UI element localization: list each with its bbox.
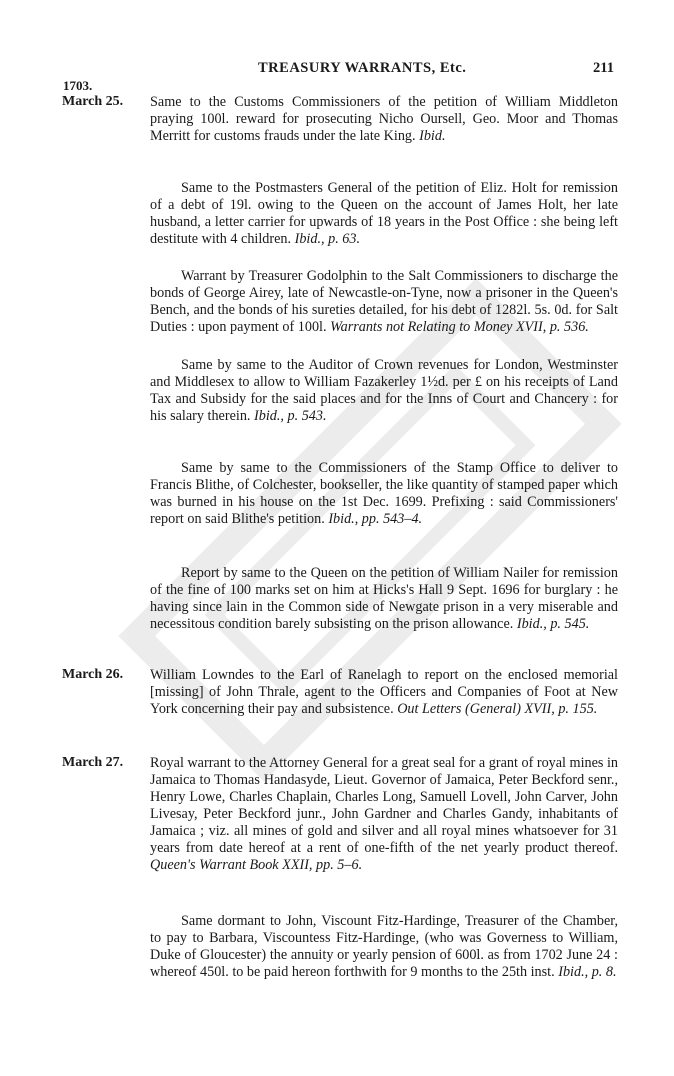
entry-text: Same dormant to John, Viscount Fitz-Hardinge, Treasurer of the Chamber, to pay to Barbara, Viscountess Fitz-Hardinge, (who was Governess to William, Duke of Gloucester) the annuity or yearly pension of 600l. as from 1702 June 24 : whereof 450l. to be paid hereon forthwith for 9 months to the 25th inst. Ibid., p. 8. — [150, 913, 618, 980]
entry-reference: Ibid., p. 545. — [516, 616, 590, 632]
page-number: 211 — [593, 60, 614, 76]
entry-text: Same to the Customs Commissioners of the petition of William Middleton praying 100l. reward for prosecuting Nicho Oursell, Geo. Moor and Thomas Merritt for customs frauds under the late King. Ibid. — [150, 94, 618, 144]
entry-reference: Ibid., p. 8. — [558, 964, 617, 980]
entry-reference: Queen's Warrant Book XXII, pp. 5–6. — [150, 857, 363, 873]
running-head — [0, 60, 674, 84]
entry-text: Same by same to the Auditor of Crown revenues for London, Westminster and Middlesex to allow to William Fazakerley 1½d. per £ on his receipts of Land Tax and Subsidy for the said places and for the Inns of Court and Chancery : for his salary therein. Ibid., p. 543. — [150, 357, 618, 424]
entry-reference: Ibid., p. 63. — [294, 231, 361, 247]
entry-text: Same by same to the Commissioners of the Stamp Office to deliver to Francis Blithe, of Colchester, bookseller, the like quantity of stamped paper which was burned in his house on the 1st Dec. 1699. Prefixing : said Commissioners' report on said Blithe's petition. Ibid., pp. 543–4. — [150, 460, 618, 527]
entry-text: Same to the Postmasters General of the petition of Eliz. Holt for remission of a debt of 19l. owing to the Queen on the account of James Holt, her late husband, a letter carrier for upwards of 18 years in the Post Office : she being left destitute with 4 children. Ibid., p. 63. — [150, 180, 618, 247]
entry-reference: Ibid., pp. 543–4. — [328, 511, 423, 527]
entry-date: March 26. — [62, 667, 124, 682]
running-title: TREASURY WARRANTS, Etc. — [258, 60, 467, 76]
entry-date: March 25. — [62, 94, 124, 109]
entry-reference: Ibid., p. 543. — [254, 408, 327, 424]
entry-reference: Warrants not Relating to Money XVII, p. 536. — [330, 319, 589, 335]
entry-reference: Ibid. — [419, 128, 446, 144]
entry-text: Royal warrant to the Attorney General for a great seal for a grant of royal mines in Jamaica to Thomas Handasyde, Lieut. Governor of Jamaica, Peter Beckford senr., Henry Lowe, Charles Chaplain, Charles Long, Samuell Lovell, John Carver, John Livesay, Peter Beckford junr., John Gardner and Charles Gandy, inhabitants of Jamaica ; viz. all mines of gold and silver and all royal mines whatsoever for 31 years from date hereof at a rent of one-fifth of the net yearly product thereof. Queen's Warrant Book XXII, pp. 5–6. — [150, 755, 619, 873]
entry-reference: Out Letters (General) XVII, p. 155. — [397, 701, 598, 717]
entry-text: Report by same to the Queen on the petition of William Nailer for remission of the fine of 100 marks set on him at Hicks's Hall 9 Sept. 1696 for burglary : he having since lain in the Common side of Newgate prison in a very miserable and necessitous condition barely subsisting on the prison allowance. Ibid., p. 545. — [150, 565, 618, 632]
entry-date: March 27. — [62, 755, 124, 770]
year-marginal: 1703. — [63, 78, 93, 93]
entry-text: Warrant by Treasurer Godolphin to the Salt Commissioners to discharge the bonds of George Airey, late of Newcastle-on-Tyne, now a prisoner in the Queen's Bench, and the bonds of his sureties detailed, for his debt of 1282l. 5s. 0d. for Salt Duties : upon payment of 100l. Warrants not Relating to Money XVII, p. 536. — [150, 268, 618, 335]
entry-text: William Lowndes to the Earl of Ranelagh to report on the enclosed memorial [missing] of John Thrale, agent to the Officers and Companies of Foot at New York concerning their pay and subsistence. Out Letters (General) XVII, p. 155. — [150, 667, 618, 717]
